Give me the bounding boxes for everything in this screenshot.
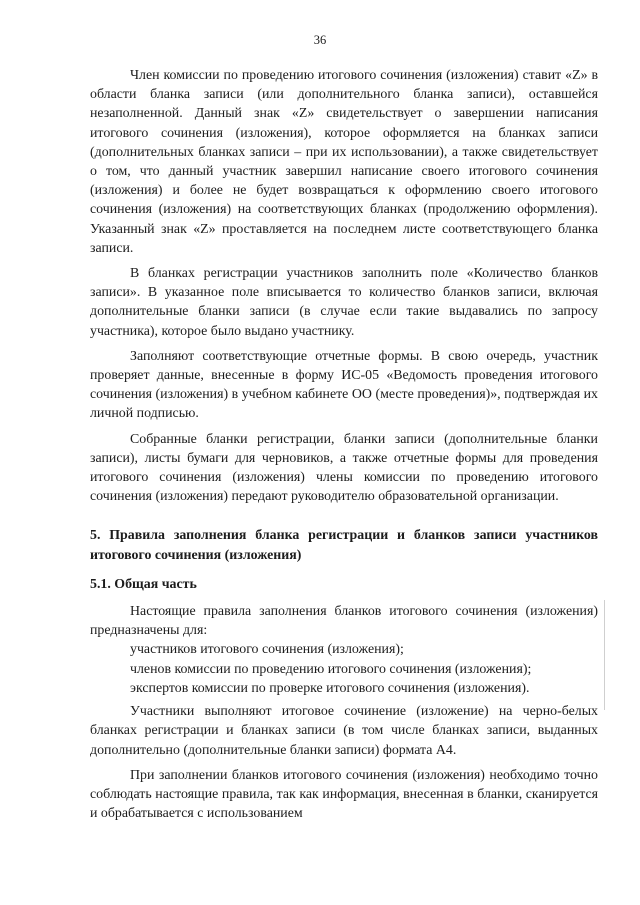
- paragraph-commission-z-mark: Член комиссии по проведению итогового сочинения (изложения) ставит «Z» в области бланка записи (или дополнительного бланка записи), оставшейся незаполненной. Данный знак «Z» свидетельствует о завершении написания итогового сочинения (изложения), которое оформляется на бланках записи (дополнительных бланках записи – при их использовании), а также свидетельствует о том, что данный участник завершил написание своего итогового сочинения (изложения) и более не будет возвращаться к оформлению своего итогового сочинения (изложения) на соответствующих бланках (продолжению оформления). Указанный знак «Z» проставляется на последнем листе соответствующего бланка записи.: [90, 68, 598, 256]
- audience-list: [90, 640, 598, 698]
- list-item: экспертов комиссии по проверке итогового сочинения (изложения).: [130, 680, 530, 696]
- paragraph-registration-forms: В бланках регистрации участников заполнить поле «Количество бланков записи». В указанное поле вписывается то количество бланков записи, включая дополнительные бланки записи (в случае если такие выдавались по запросу участника), которое было выдано участнику.: [90, 266, 598, 339]
- section-heading: 5. Правила заполнения бланка регистрации и бланков записи участников итогового сочинения (изложения): [90, 528, 598, 563]
- list-item: членов комиссии по проведению итогового сочинения (изложения);: [130, 661, 532, 677]
- intro-paragraph: Настоящие правила заполнения бланков итогового сочинения (изложения) предназначены для:: [90, 604, 598, 639]
- paragraph-collected-forms: Собранные бланки регистрации, бланки записи (дополнительные бланки записи), листы бумаги для черновиков, а также отчетные формы для проведения итогового сочинения (изложения) члены комиссии по проведению итогового сочинения (изложения) передают руководителю образовательной организации.: [90, 431, 598, 505]
- page-number: 36: [313, 33, 327, 47]
- paragraph-filling-rules: При заполнении бланков итогового сочинения (изложения) необходимо точно соблюдать настоящие правила, так как информация, внесенная в бланки, сканируется и обрабатывается с использованием: [90, 767, 598, 822]
- paragraph-blank-format: Участники выполняют итоговое сочинение (изложение) на черно-белых бланках регистрации и бланках записи (в том числе бланках записи, выданных дополнительно (дополнительные бланки записи) формата А4.: [90, 704, 598, 758]
- scan-edge-mark: [604, 600, 605, 710]
- subsection-heading: 5.1. Общая часть: [90, 576, 197, 592]
- document-body: [90, 66, 598, 829]
- paragraph-report-forms: Заполняют соответствующие отчетные формы. В свою очередь, участник проверяет данные, внесенные в форму ИС-05 «Ведомость проведения итогового сочинения (изложения) в учебном кабинете ОО (месте проведения)», подтверждая их личной подписью.: [90, 348, 598, 422]
- list-item: участников итогового сочинения (изложения);: [130, 642, 404, 658]
